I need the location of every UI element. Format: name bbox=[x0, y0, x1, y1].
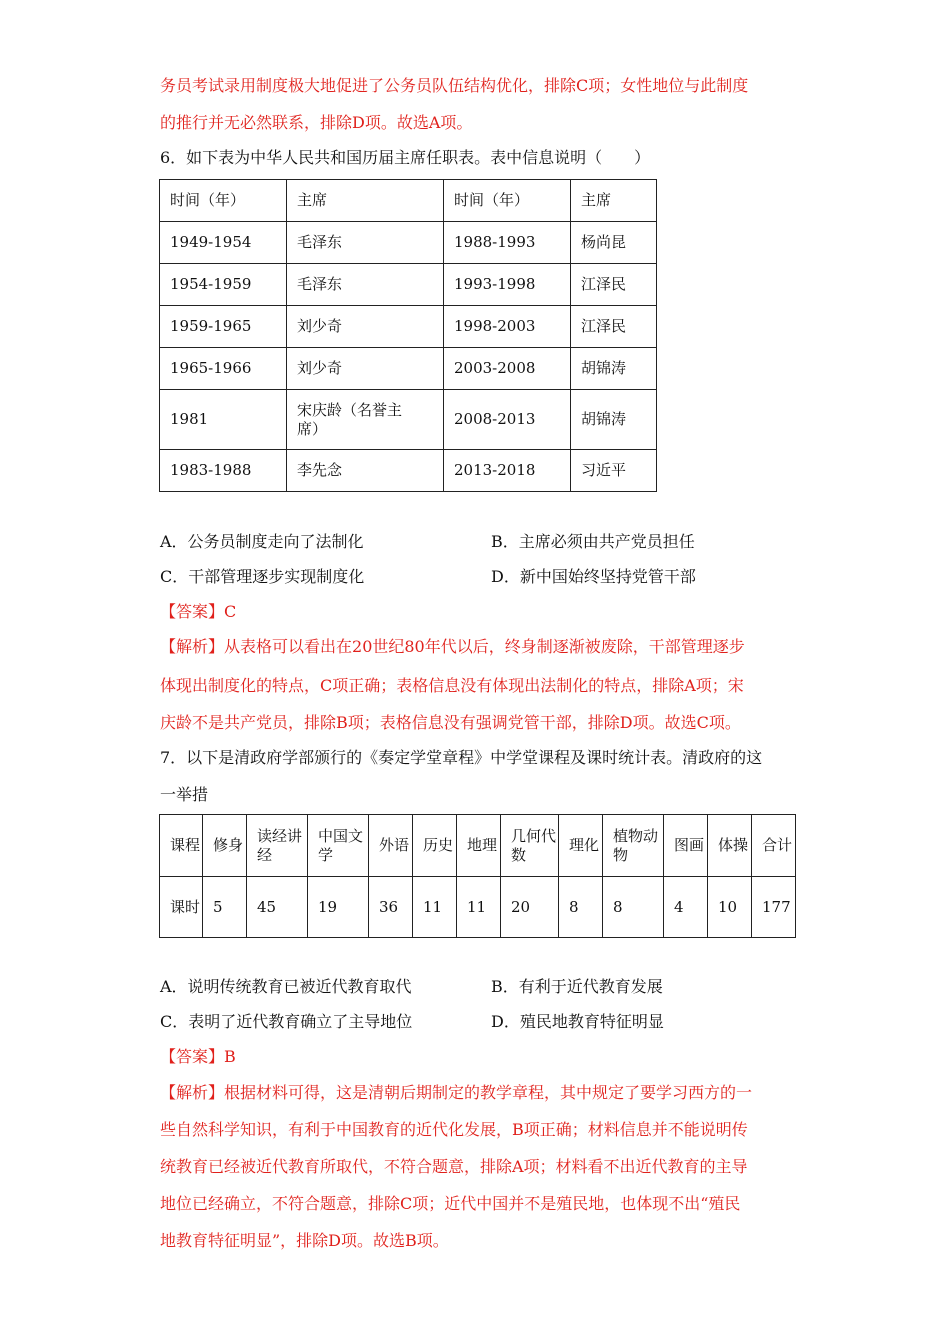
table-header-cell: 时间（年） bbox=[160, 180, 287, 222]
q7-stem-line-1: 7．以下是清政府学部颁行的《奏定学堂章程》中学堂课程及课时统计表。清政府的这 bbox=[160, 748, 763, 767]
table-cell: 2008-2013 bbox=[444, 390, 571, 450]
course-cell: 外语 bbox=[369, 815, 413, 877]
q7-option-d: D．殖民地教育特征明显 bbox=[491, 1012, 664, 1031]
course-cell: 图画 bbox=[664, 815, 708, 877]
q7-analysis-line-1 bbox=[160, 1083, 752, 1103]
course-cell: 中国文学 bbox=[308, 815, 369, 877]
table-row bbox=[160, 222, 657, 264]
hours-cell: 45 bbox=[247, 877, 308, 938]
q6-answer bbox=[160, 602, 236, 622]
course-cell: 修身 bbox=[203, 815, 247, 877]
table-header-cell: 主席 bbox=[287, 180, 444, 222]
q7-answer bbox=[160, 1047, 236, 1067]
q7-analysis-line-2: 些自然科学知识，有利于中国教育的近代化发展，B项正确；材料信息并不能说明传 bbox=[160, 1120, 748, 1139]
q6-option-c: C．干部管理逐步实现制度化 bbox=[160, 567, 365, 586]
table-row bbox=[160, 306, 657, 348]
analysis-tag: 【解析】 bbox=[160, 1083, 225, 1102]
table-header-row bbox=[160, 180, 657, 222]
q6-option-a: A．公务员制度走向了法制化 bbox=[160, 532, 364, 551]
answer-tag: 【答案】 bbox=[160, 602, 225, 621]
answer-value: B bbox=[224, 1047, 236, 1066]
table-cell: 江泽民 bbox=[571, 264, 657, 306]
course-cell: 读经讲经 bbox=[247, 815, 308, 877]
table-row bbox=[160, 877, 796, 938]
table-cell: 1998-2003 bbox=[444, 306, 571, 348]
table-cell: 习近平 bbox=[571, 450, 657, 492]
table-cell: 1983-1988 bbox=[160, 450, 287, 492]
table-cell: 刘少奇 bbox=[287, 348, 444, 390]
row-label: 课时 bbox=[160, 877, 203, 938]
prev-analysis-line-2: 的推行并无必然联系，排除D项。故选A项。 bbox=[160, 113, 473, 132]
q7-analysis-line-3: 统教育已经被近代教育所取代，不符合题意，排除A项；材料看不出近代教育的主导 bbox=[160, 1157, 748, 1176]
table-cell: 刘少奇 bbox=[287, 306, 444, 348]
table-row bbox=[160, 450, 657, 492]
hours-cell: 4 bbox=[664, 877, 708, 938]
course-cell: 植物动物 bbox=[603, 815, 664, 877]
hours-cell: 10 bbox=[708, 877, 752, 938]
table-cell: 1993-1998 bbox=[444, 264, 571, 306]
table-header-cell: 时间（年） bbox=[444, 180, 571, 222]
table-cell: 1949-1954 bbox=[160, 222, 287, 264]
answer-tag: 【答案】 bbox=[160, 1047, 225, 1066]
course-cell: 历史 bbox=[413, 815, 457, 877]
table-cell: 1981 bbox=[160, 390, 287, 450]
q7-stem-line-2: 一举措 bbox=[160, 785, 209, 804]
table-cell: 宋庆龄（名誉主席） bbox=[287, 390, 444, 450]
q7-option-a: A．说明传统教育已被近代教育取代 bbox=[160, 977, 412, 996]
table-cell: 毛泽东 bbox=[287, 222, 444, 264]
q6-analysis-line-1 bbox=[160, 637, 745, 657]
q6-table bbox=[159, 179, 657, 492]
table-cell: 1959-1965 bbox=[160, 306, 287, 348]
table-cell: 1954-1959 bbox=[160, 264, 287, 306]
table-cell: 杨尚昆 bbox=[571, 222, 657, 264]
hours-cell: 177 bbox=[752, 877, 796, 938]
course-cell: 体操 bbox=[708, 815, 752, 877]
q7-option-c: C．表明了近代教育确立了主导地位 bbox=[160, 1012, 413, 1031]
q7-option-b: B．有利于近代教育发展 bbox=[491, 977, 663, 996]
course-cell: 几何代数 bbox=[501, 815, 559, 877]
analysis-text: 从表格可以看出在20世纪80年代以后，终身制逐渐被废除，干部管理逐步 bbox=[224, 637, 745, 656]
q6-analysis-line-3: 庆龄不是共产党员，排除B项；表格信息没有强调党管干部，排除D项。故选C项。 bbox=[160, 713, 741, 732]
table-cell: 1965-1966 bbox=[160, 348, 287, 390]
table-row bbox=[160, 264, 657, 306]
q7-analysis-line-4: 地位已经确立，不符合题意，排除C项；近代中国并不是殖民地，也体现不出“殖民 bbox=[160, 1194, 741, 1213]
hours-cell: 11 bbox=[457, 877, 501, 938]
q6-option-d: D．新中国始终坚持党管干部 bbox=[491, 567, 696, 586]
table-cell: 毛泽东 bbox=[287, 264, 444, 306]
table-cell: 1988-1993 bbox=[444, 222, 571, 264]
q6-analysis-line-2: 体现出制度化的特点，C项正确；表格信息没有体现出法制化的特点，排除A项；宋 bbox=[160, 676, 744, 695]
course-cell: 地理 bbox=[457, 815, 501, 877]
hours-cell: 19 bbox=[308, 877, 369, 938]
table-header-row bbox=[160, 815, 796, 877]
table-cell: 李先念 bbox=[287, 450, 444, 492]
hours-cell: 5 bbox=[203, 877, 247, 938]
analysis-text: 根据材料可得，这是清朝后期制定的教学章程，其中规定了要学习西方的一 bbox=[224, 1083, 753, 1102]
analysis-tag: 【解析】 bbox=[160, 637, 225, 656]
q7-table bbox=[159, 814, 796, 938]
table-cell: 2003-2008 bbox=[444, 348, 571, 390]
table-cell: 胡锦涛 bbox=[571, 390, 657, 450]
q6-stem: 6．如下表为中华人民共和国历届主席任职表。表中信息说明（ ） bbox=[160, 148, 651, 167]
course-cell: 合计 bbox=[752, 815, 796, 877]
hours-cell: 36 bbox=[369, 877, 413, 938]
table-header-cell: 主席 bbox=[571, 180, 657, 222]
answer-value: C bbox=[224, 602, 237, 621]
hours-cell: 8 bbox=[559, 877, 603, 938]
q7-analysis-line-5: 地教育特征明显”，排除D项。故选B项。 bbox=[160, 1231, 449, 1250]
q6-option-b: B．主席必须由共产党员担任 bbox=[491, 532, 695, 551]
table-row bbox=[160, 348, 657, 390]
course-cell: 理化 bbox=[559, 815, 603, 877]
row-label: 课程 bbox=[160, 815, 203, 877]
table-cell: 2013-2018 bbox=[444, 450, 571, 492]
hours-cell: 8 bbox=[603, 877, 664, 938]
prev-analysis-line-1: 务员考试录用制度极大地促进了公务员队伍结构优化，排除C项；女性地位与此制度 bbox=[160, 76, 749, 95]
hours-cell: 20 bbox=[501, 877, 559, 938]
table-cell: 胡锦涛 bbox=[571, 348, 657, 390]
table-cell: 江泽民 bbox=[571, 306, 657, 348]
table-row bbox=[160, 390, 657, 450]
hours-cell: 11 bbox=[413, 877, 457, 938]
